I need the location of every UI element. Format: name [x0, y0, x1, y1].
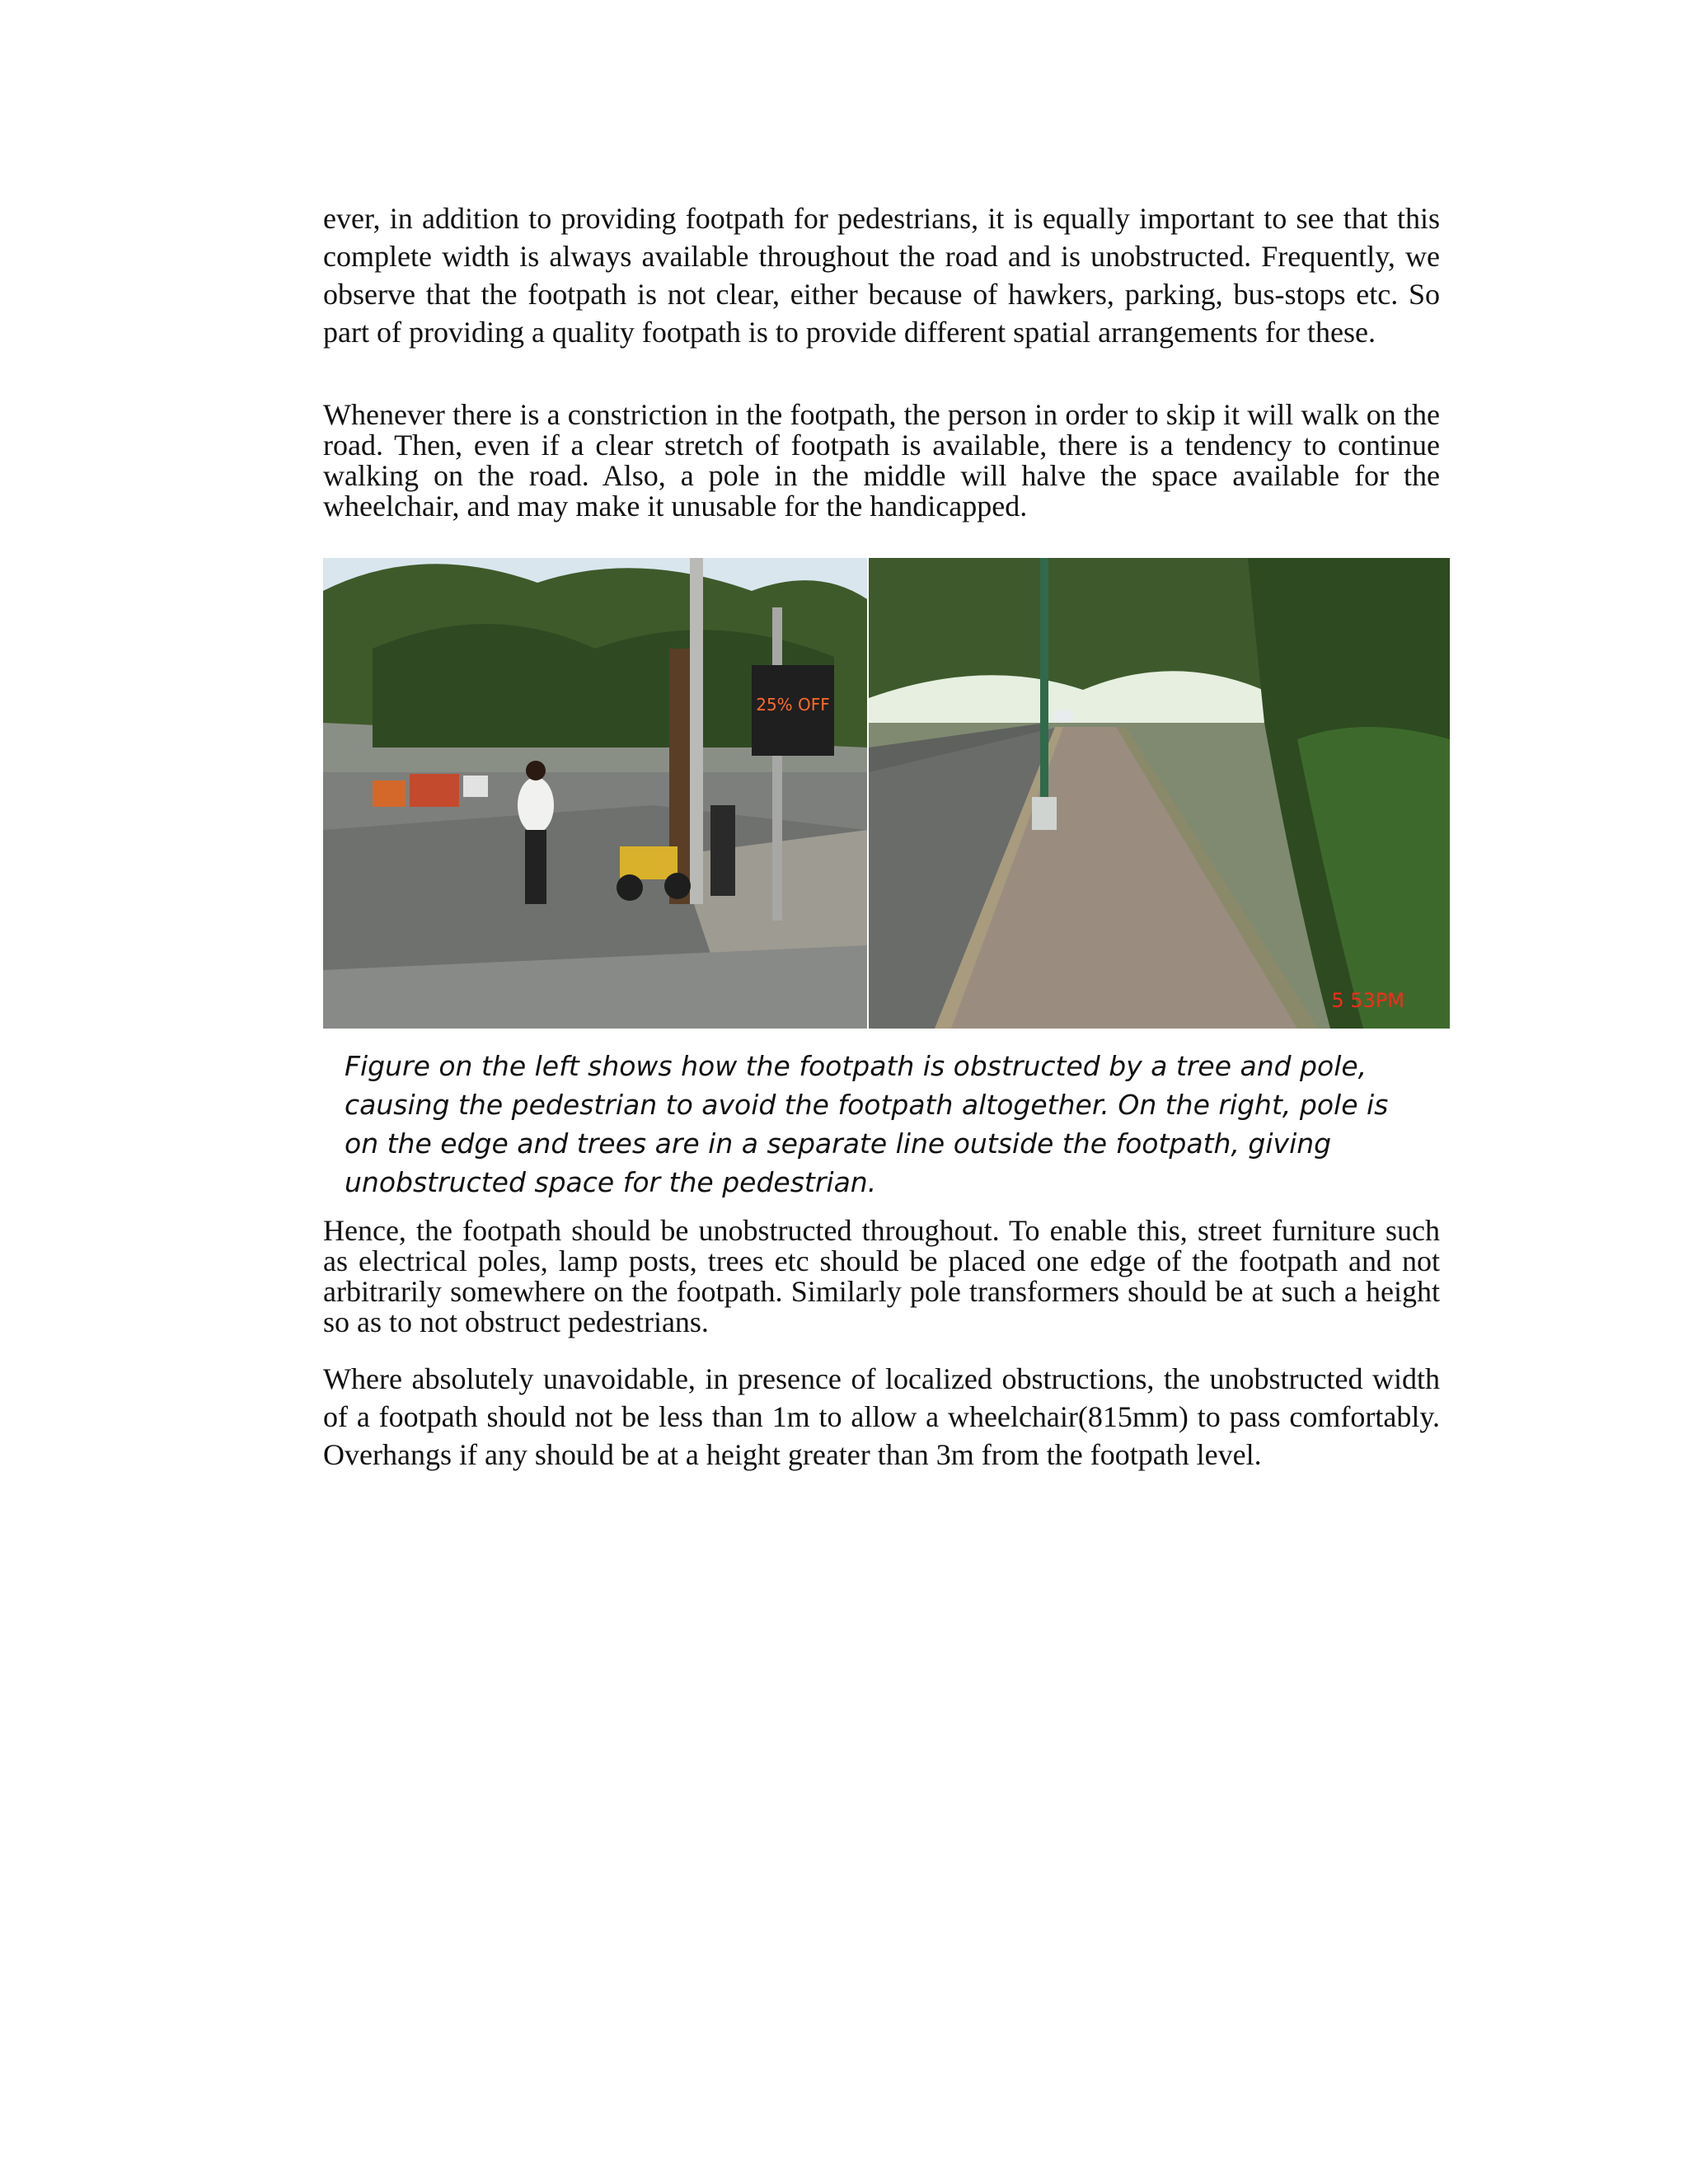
- paragraph-constriction: Whenever there is a constriction in the footpath, the person in order to skip it will walk on the road. Then, even if a clear stretch of footpath is available, there is a tendency to continue walking on the road. Also, a pole in the middle will halve the space available for the wheelchair, and may make it unusable for the handicapped.: [323, 398, 1440, 523]
- paragraph-street-furniture: Hence, the footpath should be unobstructed throughout. To enable this, street furniture such as electrical poles, lamp posts, trees etc should be placed one edge of the footpath and not arbitrarily somewhere on the footpath. Similarly pole transformers should be at such a height so as to not obstruct pedestrians.: [323, 1214, 1440, 1338]
- paragraph-minimum-width: Where absolutely unavoidable, in presence of localized obstructions, the unobstructed width of a footpath should not be less than 1m to allow a wheelchair(815mm) to pass comfortably. Overhangs if any should be at a height greater than 3m from the footpath level.: [323, 1362, 1440, 1471]
- photo-obstructed-footpath: [323, 558, 867, 1029]
- figure-caption: Figure on the left shows how the footpath is obstructed by a tree and pole, causing the pedestrian to avoid the footpath altogether. On the right, pole is on the edge and trees are in a separate line outside the footpath, giving unobstructed space for the pedestrian.: [345, 1050, 1389, 1198]
- figure-footpath-comparison: [323, 558, 1450, 1029]
- unobstructed-footpath-image: [869, 558, 1450, 1029]
- paragraph-obstruction-intro: ever, in addition to providing footpath for pedestrians, it is equally important to see that this complete width is always available throughout the road and is unobstructed. Frequently, we observe that the footpath is not clear, either because of hawkers, parking, bus-stops etc. So part of providing a quality footpath is to provide different spatial arrangements for these.: [323, 202, 1440, 349]
- photo-timestamp-text: 5 53PM: [1331, 989, 1404, 1012]
- photo-unobstructed-footpath: [869, 558, 1450, 1029]
- obstructed-footpath-image: [323, 558, 867, 1029]
- shop-sign-text: 25% OFF: [756, 695, 830, 715]
